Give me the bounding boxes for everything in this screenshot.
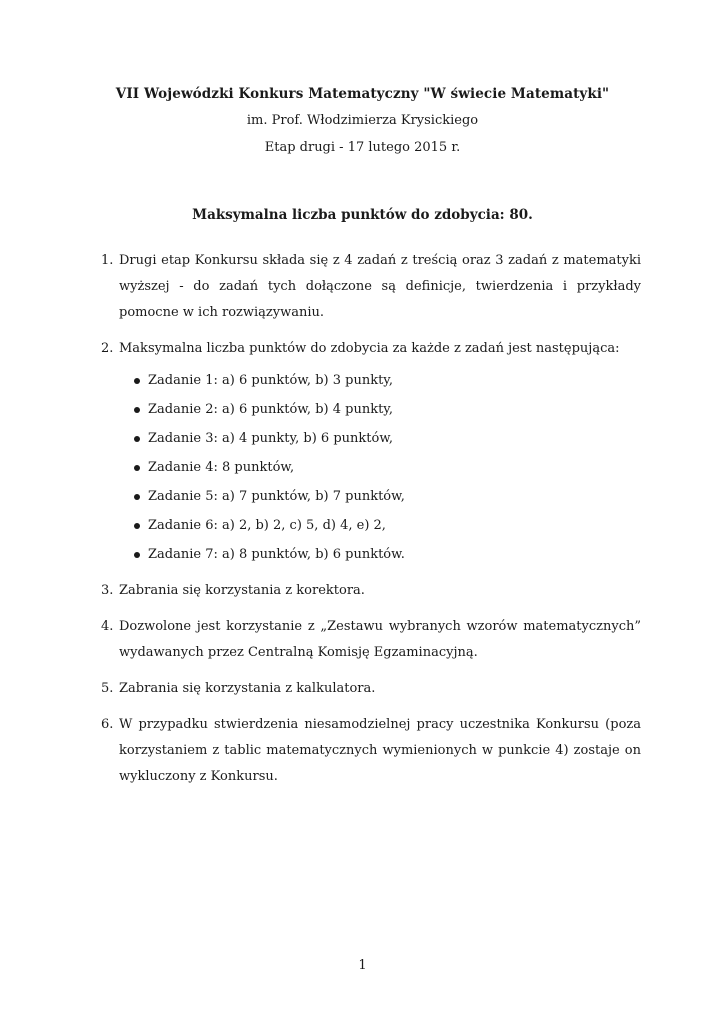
bullet-icon [134, 494, 140, 500]
rule-text: Zabrania się korzystania z kalkulatora. [119, 681, 376, 696]
rule-item-2 [101, 336, 641, 568]
task-points-text: Zadanie 4: 8 punktów, [148, 460, 295, 475]
task-points-text: Zadanie 2: a) 6 punktów, b) 4 punkty, [148, 402, 394, 417]
rule-number: 2. [101, 341, 114, 356]
rule-text: Maksymalna liczba punktów do zdobycia za każde z zadań jest następująca: [119, 341, 620, 356]
document-subtitle: im. Prof. Włodzimierza Krysickiego [246, 113, 479, 128]
task-points-text: Zadanie 3: a) 4 punkty, b) 6 punktów, [148, 431, 394, 446]
list-item [132, 484, 641, 510]
task-points-list [119, 368, 641, 568]
rule-item-6 [101, 712, 641, 790]
bullet-icon [134, 436, 140, 442]
task-points-text: Zadanie 5: a) 7 punktów, b) 7 punktów, [148, 489, 405, 504]
list-item [132, 542, 641, 568]
rule-text: Drugi etap Konkursu składa się z 4 zadań z treścią oraz 3 zadań z matematyki wyższej - do zadań tych dołączone są definicje, twierdzenia i przykłady pomocne w ich rozwiązywaniu. [119, 253, 641, 320]
task-points-text: Zadanie 1: a) 6 punktów, b) 3 punkty, [148, 373, 394, 388]
task-points-text: Zadanie 6: a) 2, b) 2, c) 5, d) 4, e) 2, [148, 518, 386, 533]
rule-text: Dozwolone jest korzystanie z „Zestawu wybranych wzorów matematycznych” wydawanych przez Centralną Komisję Egzaminacyjną. [119, 619, 641, 660]
rule-item-4 [101, 614, 641, 666]
rule-number: 5. [101, 681, 114, 696]
bullet-icon [134, 378, 140, 384]
rule-number: 4. [101, 619, 114, 634]
rule-text: W przypadku stwierdzenia niesamodzielnej pracy uczestnika Konkursu (poza korzystaniem z tablic matematycznych wymienionych w punkcie 4) zostaje on wykluczony z Konkursu. [119, 717, 641, 784]
rule-number: 3. [101, 583, 114, 598]
rule-item-1 [101, 248, 641, 326]
rule-number: 6. [101, 717, 114, 732]
bullet-icon [134, 552, 140, 558]
task-points-text: Zadanie 7: a) 8 punktów, b) 6 punktów. [148, 547, 405, 562]
bullet-icon [134, 523, 140, 529]
rule-text: Zabrania się korzystania z korektora. [119, 583, 365, 598]
page-number: 1 [358, 958, 367, 973]
rule-item-5 [101, 676, 641, 702]
max-points-heading: Maksymalna liczba punktów do zdobycia: 80. [192, 207, 533, 223]
list-item [132, 455, 641, 481]
rule-number: 1. [101, 253, 114, 268]
list-item [132, 426, 641, 452]
rule-item-3 [101, 578, 641, 604]
document-title: VII Wojewódzki Konkurs Matematyczny "W świecie Matematyki" [115, 86, 610, 102]
bullet-icon [134, 407, 140, 413]
bullet-icon [134, 465, 140, 471]
rules-list [101, 248, 641, 800]
document-stage-date: Etap drugi - 17 lutego 2015 r. [264, 140, 461, 155]
list-item [132, 513, 641, 539]
list-item [132, 368, 641, 394]
list-item [132, 397, 641, 423]
